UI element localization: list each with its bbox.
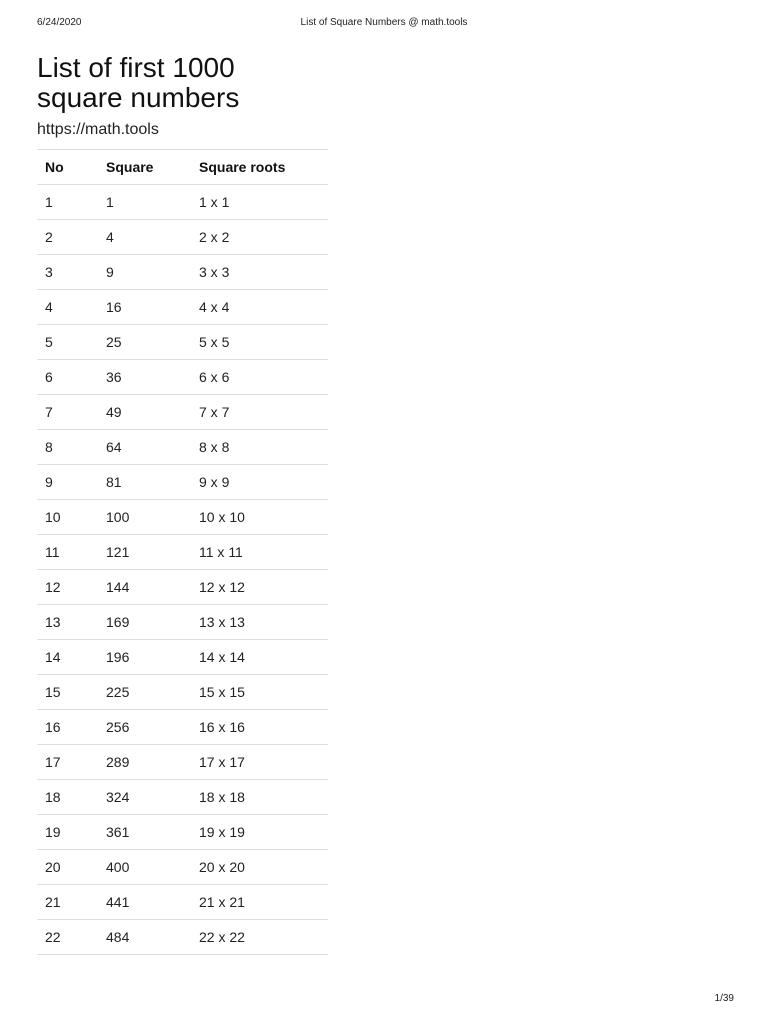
table-row	[37, 500, 328, 535]
cell-square-roots: 3 x 3	[191, 255, 328, 290]
page-title-line-2: square numbers	[37, 82, 240, 113]
cell-square: 16	[98, 290, 191, 325]
cell-square-roots: 2 x 2	[191, 220, 328, 255]
cell-square: 25	[98, 325, 191, 360]
table-row	[37, 395, 328, 430]
cell-square-roots: 15 x 15	[191, 675, 328, 710]
table-row	[37, 570, 328, 605]
cell-square-roots: 7 x 7	[191, 395, 328, 430]
cell-no: 10	[37, 500, 98, 535]
cell-no: 2	[37, 220, 98, 255]
cell-square-roots: 8 x 8	[191, 430, 328, 465]
table-row	[37, 780, 328, 815]
cell-no: 8	[37, 430, 98, 465]
cell-no: 11	[37, 535, 98, 570]
cell-square-roots: 10 x 10	[191, 500, 328, 535]
cell-square-roots: 20 x 20	[191, 850, 328, 885]
cell-square-roots: 21 x 21	[191, 885, 328, 920]
table-row	[37, 535, 328, 570]
cell-square: 4	[98, 220, 191, 255]
table-row	[37, 885, 328, 920]
cell-no: 21	[37, 885, 98, 920]
cell-no: 13	[37, 605, 98, 640]
cell-square-roots: 14 x 14	[191, 640, 328, 675]
cell-square-roots: 17 x 17	[191, 745, 328, 780]
header-square-roots: Square roots	[191, 150, 328, 185]
cell-square-roots: 1 x 1	[191, 185, 328, 220]
table-row	[37, 430, 328, 465]
table-row	[37, 920, 328, 955]
cell-no: 6	[37, 360, 98, 395]
table-row	[37, 745, 328, 780]
squares-table	[37, 149, 328, 955]
table-body	[37, 185, 328, 955]
table-row	[37, 220, 328, 255]
cell-no: 4	[37, 290, 98, 325]
cell-no: 22	[37, 920, 98, 955]
cell-no: 19	[37, 815, 98, 850]
cell-square: 36	[98, 360, 191, 395]
cell-square-roots: 6 x 6	[191, 360, 328, 395]
cell-square-roots: 11 x 11	[191, 535, 328, 570]
table-row	[37, 290, 328, 325]
table-row	[37, 710, 328, 745]
cell-square: 256	[98, 710, 191, 745]
site-url: https://math.tools	[37, 121, 159, 138]
cell-square: 289	[98, 745, 191, 780]
table-row	[37, 465, 328, 500]
print-date: 6/24/2020	[37, 17, 82, 28]
cell-square: 169	[98, 605, 191, 640]
cell-square: 64	[98, 430, 191, 465]
page-number: 1/39	[714, 993, 734, 1004]
cell-square: 49	[98, 395, 191, 430]
cell-square-roots: 22 x 22	[191, 920, 328, 955]
cell-square: 9	[98, 255, 191, 290]
cell-square-roots: 9 x 9	[191, 465, 328, 500]
cell-square-roots: 13 x 13	[191, 605, 328, 640]
header-square: Square	[98, 150, 191, 185]
table-header-row	[37, 150, 328, 185]
table-row	[37, 605, 328, 640]
table-row	[37, 675, 328, 710]
print-header	[37, 17, 731, 31]
cell-square: 196	[98, 640, 191, 675]
cell-square-roots: 18 x 18	[191, 780, 328, 815]
cell-no: 16	[37, 710, 98, 745]
cell-no: 18	[37, 780, 98, 815]
table-row	[37, 185, 328, 220]
cell-square: 81	[98, 465, 191, 500]
table-head	[37, 150, 328, 185]
cell-no: 15	[37, 675, 98, 710]
print-title: List of Square Numbers @ math.tools	[300, 17, 468, 28]
page-title-line-1: List of first 1000	[37, 52, 235, 83]
cell-square: 225	[98, 675, 191, 710]
cell-square: 324	[98, 780, 191, 815]
page-title	[37, 53, 357, 113]
cell-square-roots: 16 x 16	[191, 710, 328, 745]
table-row	[37, 255, 328, 290]
cell-no: 20	[37, 850, 98, 885]
cell-square: 361	[98, 815, 191, 850]
table-row	[37, 815, 328, 850]
cell-no: 14	[37, 640, 98, 675]
header-no: No	[37, 150, 98, 185]
cell-square: 1	[98, 185, 191, 220]
cell-square-roots: 19 x 19	[191, 815, 328, 850]
cell-no: 12	[37, 570, 98, 605]
cell-square: 484	[98, 920, 191, 955]
cell-no: 5	[37, 325, 98, 360]
cell-no: 17	[37, 745, 98, 780]
cell-square: 400	[98, 850, 191, 885]
cell-no: 7	[37, 395, 98, 430]
table-row	[37, 850, 328, 885]
table-row	[37, 325, 328, 360]
cell-no: 1	[37, 185, 98, 220]
cell-square-roots: 5 x 5	[191, 325, 328, 360]
cell-square-roots: 4 x 4	[191, 290, 328, 325]
cell-no: 9	[37, 465, 98, 500]
table-row	[37, 640, 328, 675]
cell-no: 3	[37, 255, 98, 290]
cell-square: 121	[98, 535, 191, 570]
cell-square: 144	[98, 570, 191, 605]
cell-square: 100	[98, 500, 191, 535]
cell-square: 441	[98, 885, 191, 920]
table-row	[37, 360, 328, 395]
cell-square-roots: 12 x 12	[191, 570, 328, 605]
